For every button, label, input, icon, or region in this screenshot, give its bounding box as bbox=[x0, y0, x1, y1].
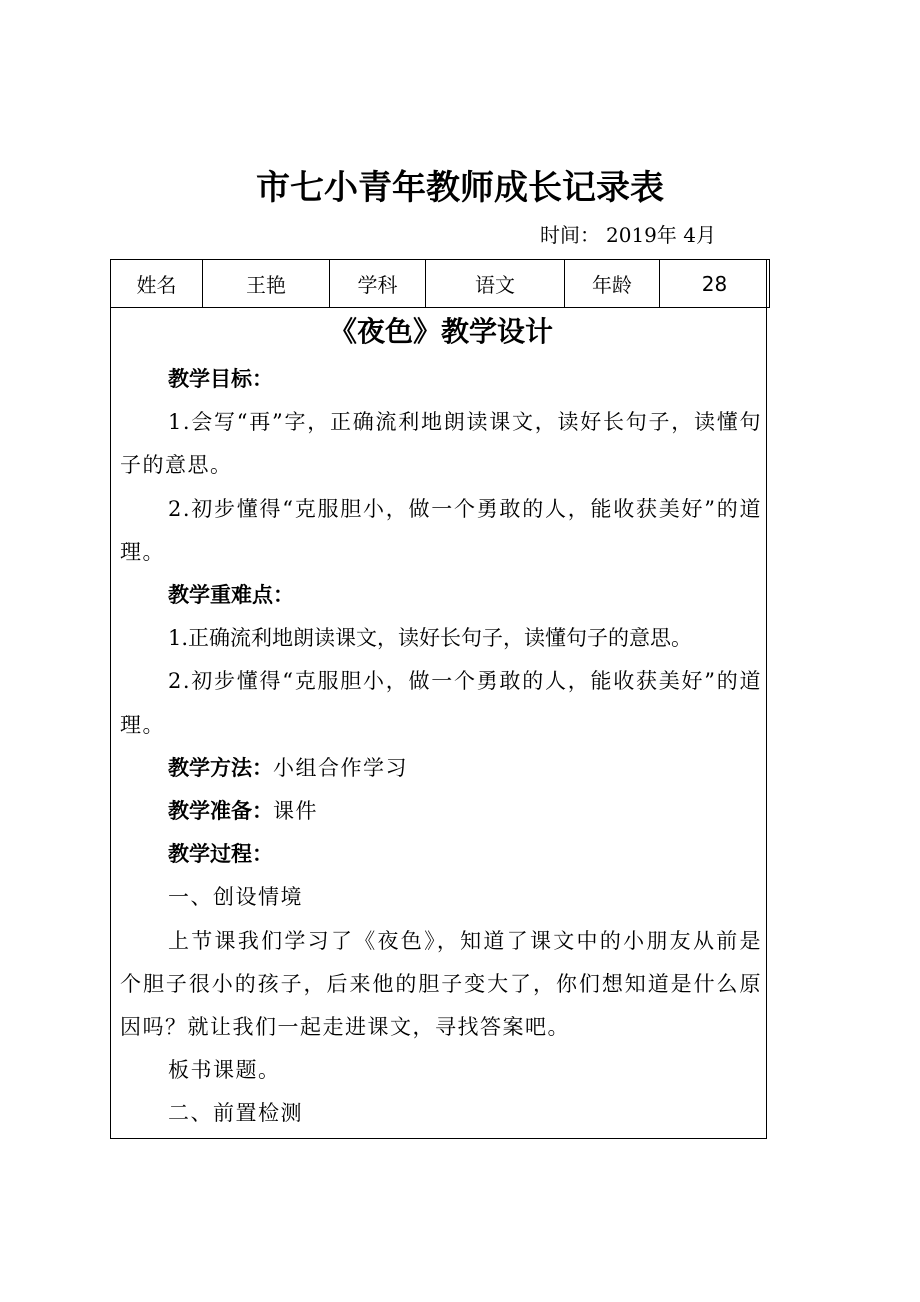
name-label: 姓名 bbox=[111, 260, 203, 308]
lesson-content bbox=[120, 308, 762, 1136]
prep-line bbox=[120, 790, 762, 833]
step-heading: 二、前置检测 bbox=[168, 1101, 303, 1126]
goal-item: 2.初步懂得“克服胆小，做一个勇敢的人，能收获美好”的道理。 bbox=[120, 496, 762, 564]
prep-heading: 教学准备： bbox=[168, 799, 273, 824]
step-heading: 一、创设情境 bbox=[168, 885, 303, 910]
method-heading: 教学方法： bbox=[168, 755, 273, 780]
prep-value: 课件 bbox=[273, 799, 318, 824]
age-label: 年龄 bbox=[565, 260, 660, 308]
step-text: 上节课我们学习了《夜色》，知道了课文中的小朋友从前是个胆子很小的孩子，后来他的胆子变大了，你们想知道是什么原因吗？就让我们一起走进课文，寻找答案吧。 bbox=[120, 928, 762, 1040]
goals-heading: 教学目标： bbox=[168, 367, 273, 391]
date-line bbox=[540, 220, 722, 250]
method-line bbox=[120, 747, 762, 790]
table-row bbox=[111, 260, 770, 308]
page-title: 市七小青年教师成长记录表 bbox=[256, 168, 664, 208]
subject-label: 学科 bbox=[330, 260, 426, 308]
date-label: 时间： bbox=[540, 223, 600, 247]
key-points-heading: 教学重难点： bbox=[168, 583, 294, 608]
key-point-item: 2.初步懂得“克服胆小，做一个勇敢的人，能收获美好”的道理。 bbox=[120, 669, 762, 737]
step-text: 板书课题。 bbox=[168, 1058, 281, 1083]
key-point-item: 1.正确流利地朗读课文，读好长句子，读懂句子的意思。 bbox=[168, 626, 693, 651]
lesson-title: 《夜色》教学设计 bbox=[328, 315, 553, 348]
goal-item: 1.会写“再”字，正确流利地朗读课文，读好长句子，读懂句子的意思。 bbox=[120, 410, 762, 478]
age-value: 28 bbox=[660, 260, 770, 308]
method-value: 小组合作学习 bbox=[273, 755, 408, 780]
subject-value: 语文 bbox=[426, 260, 565, 308]
process-heading: 教学过程： bbox=[168, 842, 273, 867]
teacher-info-table bbox=[110, 259, 770, 308]
date-value: 2019年 4月 bbox=[606, 223, 716, 247]
name-value: 王艳 bbox=[203, 260, 330, 308]
